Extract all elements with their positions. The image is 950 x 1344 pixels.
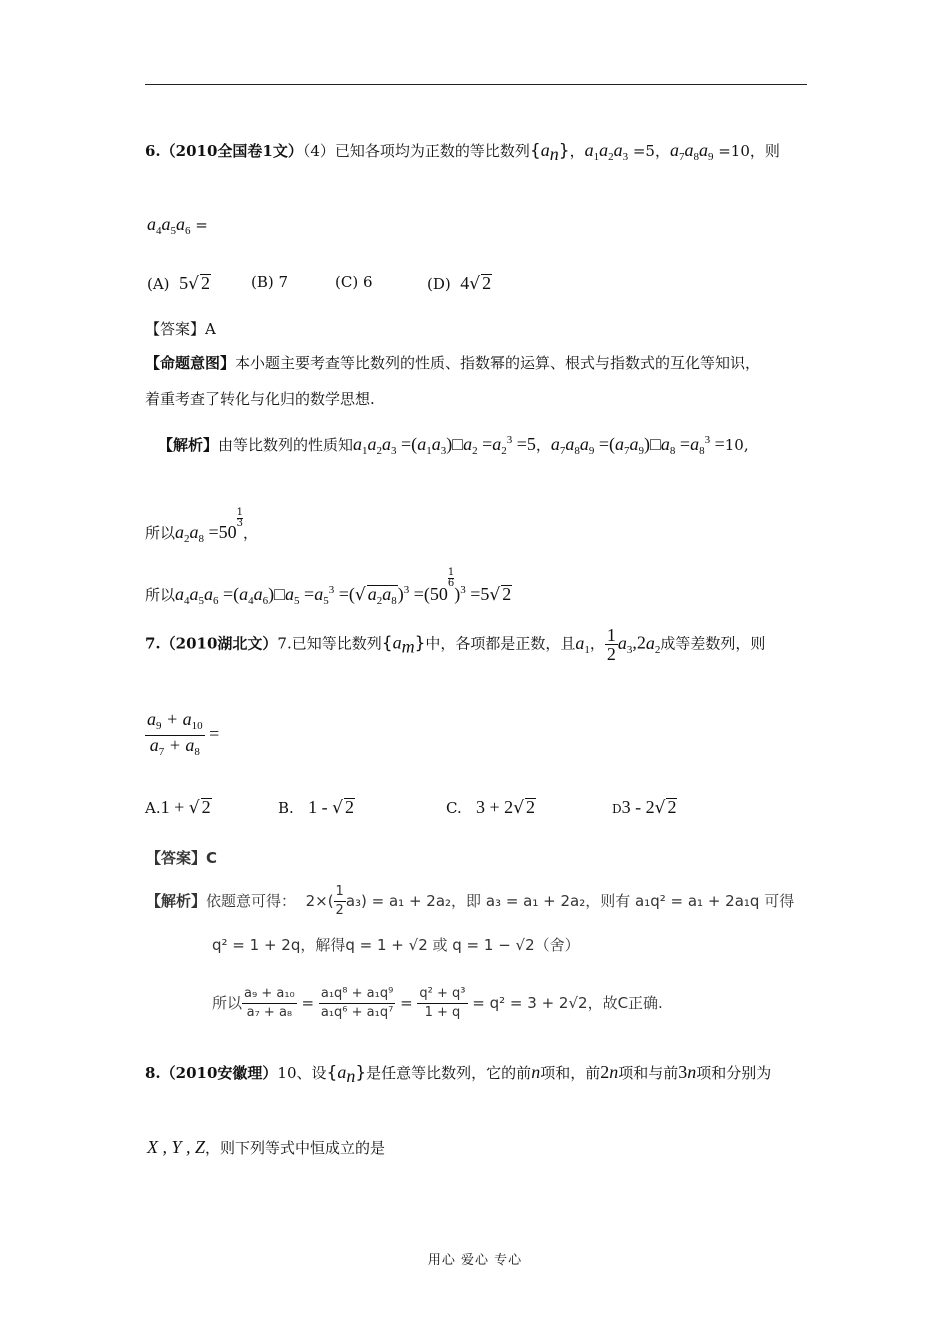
q6-analysis: 【解析】由等比数列的性质知$a_1a_2a_3$ $=(a_1a_3)□a_2 =a_2^3 =5$，$a_7a_8a_9$ $=(a_7a_9)□a_8 =a_8^3 =10$, (158, 434, 749, 457)
q8-source: 8.（2010安徽理） (145, 1064, 278, 1082)
page-footer: 用心 爱心 专心 (427, 1253, 523, 1268)
q6-option-d: (D) 4√ 2 (427, 273, 492, 294)
q6-line1: 6.（2010全国卷1文）（4）已知各项均为正数的等比数列$\{a_n\}$，$a_1a_2a_3 =5$，$a_7a_8a_9 =10$，则 (145, 140, 780, 164)
q6-options (147, 273, 211, 294)
q6-option-a: (A) 5√ 2 (147, 273, 210, 294)
q6-option-c: (C) 6 (335, 273, 373, 291)
q6-option-b: (B) 7 (251, 273, 289, 291)
header-rule (145, 84, 807, 85)
q7-answer: 【答案】C (146, 849, 218, 867)
q7-source: 7.（2010湖北文） (145, 634, 278, 653)
q7-analysis-3: 所以 $\frac{\text{a₉ + a₁₀}}{\text{a₇ + a₈}}$ = $\frac{\text{a₁q⁸ + a₁q⁹}}{\text{a₁q⁶ + a₁q⁷}}$ = $\frac{\text{q² + q³}}{1 + q}$ = q² = 3 + 2√2，故C正确. (212, 986, 663, 1020)
q7-analysis-2: q² = 1 + 2q，解得q = 1 + √2 或 q = 1 − √2（舍） (212, 936, 580, 954)
q7-option-b: B. 1 - √ 2 (278, 797, 354, 818)
q6-source: 6.（2010全国卷1文） (145, 142, 303, 160)
q7-analysis-1: 【解析】依题意可得： 2×( $\frac{1}{2}$ a₃) = a₁ + 2a₂，即 a₃ = a₁ + 2a₂，则有 a₁q² = a₁ + 2a₁q 可得 (146, 884, 795, 918)
q7-option-c: C. 3 + 2√ 2 (446, 797, 536, 818)
q6-text: （4）已知各项均为正数的等比数列 (302, 142, 530, 160)
q6-intent-2: 着重考查了转化与化归的数学思想. (145, 390, 375, 408)
q7-fraction: $\frac{a_9 + a_{10}}{a_7 + a_8}$ = (147, 709, 220, 758)
q7-option-a: A.1 + √ 2 (145, 797, 211, 818)
q6-line2: $a_4a_5a_6$ = (147, 214, 208, 237)
q6-answer: 【答案】A (145, 320, 216, 338)
q6-step2: 所以$a_2a_8 =50$ $\frac{1}{3}$ ， (145, 507, 259, 545)
q6-intent: 【命题意图】本小题主要考查等比数列的性质、指数幂的运算、根式与指数式的互化等知识， (145, 354, 761, 372)
q8-line2: X , Y , Z，则下列等式中恒成立的是 (147, 1137, 386, 1157)
q8-line1: 8.（2010安徽理）10、设$\{a_n\}$是任意等比数列，它的前n项和，前2n项和与前3n项和分别为 (145, 1062, 772, 1086)
q7-option-d: D3 - 2√ 2 (612, 797, 677, 818)
q7-line1: 7.（2010湖北文）7.已知等比数列$\{a_m\}$中，各项都是正数，且$a_1$， $\frac{1}{2}$ $a_3,2a_2$成等差数列，则 (145, 625, 766, 664)
q6-step3: 所以$a_4a_5a_6$ $=(a_4a_6)□a_5 =a_5^3$ =(√ $a_2a_8)^3 =(50$ $\frac{1}{6}$ )$^3$ =5√ 2 (145, 567, 512, 607)
